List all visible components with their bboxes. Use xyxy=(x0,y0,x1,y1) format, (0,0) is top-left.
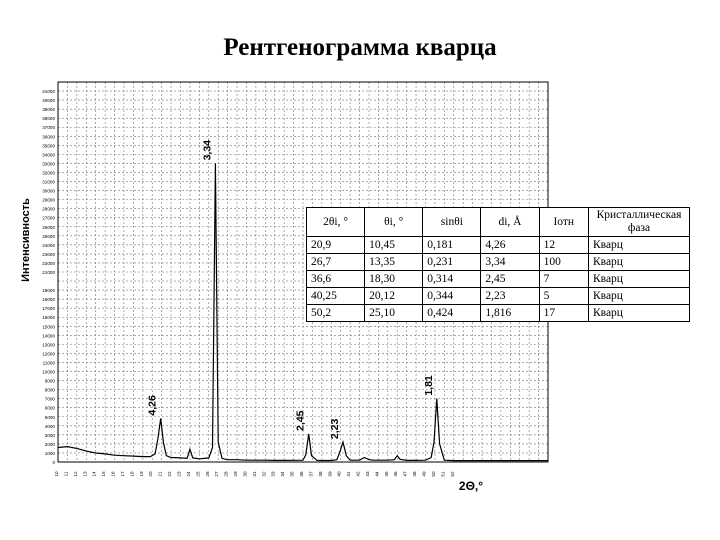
x-tick-label: 46 xyxy=(393,471,399,477)
table-cell: 17 xyxy=(539,305,588,322)
table-cell: 40,25 xyxy=(307,288,365,305)
y-tick-label: 11000 xyxy=(42,360,55,366)
y-tick-label: 33000 xyxy=(42,161,55,167)
slide-title: Рентгенограмма кварца xyxy=(223,34,497,61)
table-cell: 2,45 xyxy=(481,271,539,288)
table-cell: 3,34 xyxy=(481,254,539,271)
table-cell: 26,7 xyxy=(307,254,365,271)
x-axis-label: 2Θ,° xyxy=(458,479,484,493)
phase-table xyxy=(306,207,690,322)
table-row xyxy=(307,271,690,288)
x-tick-label: 13 xyxy=(82,471,88,477)
table-cell: 0,231 xyxy=(423,254,481,271)
x-tick-label: 38 xyxy=(317,471,323,477)
x-tick-label: 28 xyxy=(223,471,229,477)
table-cell: 20,9 xyxy=(307,237,365,254)
y-tick-label: 9000 xyxy=(44,378,55,384)
x-axis-ticks xyxy=(54,471,455,477)
x-tick-label: 11 xyxy=(63,471,69,477)
y-tick-label: 17000 xyxy=(42,306,55,312)
y-tick-label: 1000 xyxy=(44,450,55,456)
y-tick-label: 15000 xyxy=(42,324,55,330)
peak-label: 1,81 xyxy=(422,375,435,396)
y-tick-label: 39000 xyxy=(42,107,55,113)
y-tick-label: 18000 xyxy=(42,297,55,303)
x-tick-label: 21 xyxy=(157,471,163,477)
table-cell: 0,181 xyxy=(423,237,481,254)
col-header-i: Iотн xyxy=(539,208,588,237)
table-cell: Кварц xyxy=(589,254,690,271)
y-tick-label: 40000 xyxy=(42,98,55,104)
x-tick-label: 32 xyxy=(261,471,267,477)
peak-label: 2,45 xyxy=(294,410,307,431)
y-tick-label: 10000 xyxy=(42,369,55,375)
y-tick-label: 2000 xyxy=(44,441,55,447)
x-tick-label: 34 xyxy=(280,471,286,477)
table-cell: Кварц xyxy=(589,288,690,305)
table-cell: 2,23 xyxy=(481,288,539,305)
x-tick-label: 29 xyxy=(233,471,239,477)
col-header-d: di, Å xyxy=(481,208,539,237)
table-cell: Кварц xyxy=(589,271,690,288)
y-tick-label: 32000 xyxy=(42,170,55,176)
y-tick-label: 35000 xyxy=(42,143,55,149)
y-tick-label: 23000 xyxy=(42,251,55,257)
y-tick-label: 22000 xyxy=(42,260,55,266)
peak-label: 3,34 xyxy=(201,139,214,161)
y-tick-label: 16000 xyxy=(42,315,55,321)
x-tick-label: 41 xyxy=(346,471,352,477)
y-tick-label: 6000 xyxy=(44,405,55,411)
table-row xyxy=(307,288,690,305)
table-cell: 10,45 xyxy=(365,237,423,254)
y-tick-label: 19000 xyxy=(42,288,55,294)
x-tick-label: 23 xyxy=(176,471,182,477)
x-tick-label: 52 xyxy=(449,471,455,477)
x-tick-label: 27 xyxy=(214,471,220,477)
x-tick-label: 17 xyxy=(119,471,125,477)
x-tick-label: 24 xyxy=(185,471,191,477)
x-tick-label: 16 xyxy=(110,471,116,477)
table-cell: 25,10 xyxy=(365,305,423,322)
table-row xyxy=(307,305,690,322)
y-tick-label: 12000 xyxy=(42,351,55,357)
y-axis-ticks xyxy=(42,89,55,465)
y-tick-label: 8000 xyxy=(44,387,55,393)
x-tick-label: 36 xyxy=(299,471,304,477)
x-tick-label: 50 xyxy=(430,471,436,477)
y-tick-label: 4000 xyxy=(44,423,55,429)
y-tick-label: 14000 xyxy=(42,333,55,339)
y-tick-label: 31000 xyxy=(42,179,55,185)
table-cell: 13,35 xyxy=(365,254,423,271)
col-header-sin: sinθi xyxy=(423,208,481,237)
x-tick-label: 40 xyxy=(336,471,342,477)
x-tick-label: 44 xyxy=(374,471,380,477)
x-tick-label: 45 xyxy=(383,471,389,477)
table-cell: 4,26 xyxy=(481,237,539,254)
x-tick-label: 19 xyxy=(138,471,144,477)
table-cell: 0,424 xyxy=(423,305,481,322)
x-tick-label: 43 xyxy=(364,471,370,477)
y-tick-label: 38000 xyxy=(42,116,55,122)
y-tick-label: 30000 xyxy=(42,188,55,194)
table-cell: 20,12 xyxy=(365,288,423,305)
table-cell: Кварц xyxy=(589,305,690,322)
table-header-row xyxy=(307,208,690,237)
table-body xyxy=(307,237,690,322)
table-cell: 12 xyxy=(539,237,588,254)
y-tick-label: 3000 xyxy=(44,432,55,438)
x-tick-label: 25 xyxy=(195,471,201,477)
y-axis-label: Интенсивность xyxy=(20,198,32,282)
y-tick-label: 27000 xyxy=(42,215,55,221)
y-tick-label: 34000 xyxy=(42,152,55,158)
x-tick-label: 18 xyxy=(129,471,135,477)
table-row xyxy=(307,237,690,254)
table-cell: 36,6 xyxy=(307,271,365,288)
y-tick-label: 28000 xyxy=(42,206,55,212)
table-cell: 100 xyxy=(539,254,588,271)
table-cell: Кварц xyxy=(589,237,690,254)
y-tick-label: 29000 xyxy=(42,197,55,203)
x-tick-label: 39 xyxy=(327,471,333,477)
y-tick-label: 37000 xyxy=(42,125,55,131)
peak-label: 4,26 xyxy=(146,395,159,416)
y-tick-label: 5000 xyxy=(44,414,55,420)
x-tick-label: 15 xyxy=(101,471,107,477)
table-cell: 7 xyxy=(539,271,588,288)
x-tick-label: 22 xyxy=(167,471,173,477)
table-cell: 5 xyxy=(539,288,588,305)
y-tick-label: 13000 xyxy=(42,342,55,348)
y-tick-label: 21000 xyxy=(42,270,55,275)
table-cell: 0,344 xyxy=(423,288,481,305)
table-cell: 50,2 xyxy=(307,305,365,322)
y-tick-label: 0 xyxy=(52,460,55,465)
x-tick-label: 37 xyxy=(308,471,314,477)
x-tick-label: 51 xyxy=(440,471,446,477)
x-tick-label: 42 xyxy=(355,471,361,477)
x-tick-label: 20 xyxy=(148,471,154,477)
table-row xyxy=(307,254,690,271)
y-tick-label: 25000 xyxy=(42,233,55,239)
x-tick-label: 10 xyxy=(54,471,59,477)
x-tick-label: 14 xyxy=(91,471,97,477)
col-header-theta: θi, ° xyxy=(365,208,423,237)
x-tick-label: 35 xyxy=(289,471,295,477)
table-cell: 1,816 xyxy=(481,305,539,322)
y-tick-label: 7000 xyxy=(44,396,55,402)
y-tick-label: 26000 xyxy=(42,224,55,230)
x-tick-label: 48 xyxy=(412,471,418,477)
y-tick-label: 41000 xyxy=(42,89,55,95)
x-tick-label: 30 xyxy=(242,471,248,477)
x-tick-label: 49 xyxy=(421,471,427,477)
y-tick-label: 24000 xyxy=(42,242,55,248)
table-cell: 0,314 xyxy=(423,271,481,288)
y-tick-label: 36000 xyxy=(42,134,55,140)
x-tick-label: 47 xyxy=(402,471,408,477)
col-header-phase: Кристаллическая фаза xyxy=(589,208,690,237)
x-tick-label: 12 xyxy=(72,471,78,477)
x-tick-label: 33 xyxy=(270,471,276,477)
x-tick-label: 26 xyxy=(204,471,210,477)
col-header-2theta: 2θi, ° xyxy=(307,208,365,237)
x-tick-label: 31 xyxy=(251,471,257,477)
table-cell: 18,30 xyxy=(365,271,423,288)
peak-label: 2,23 xyxy=(329,418,342,440)
